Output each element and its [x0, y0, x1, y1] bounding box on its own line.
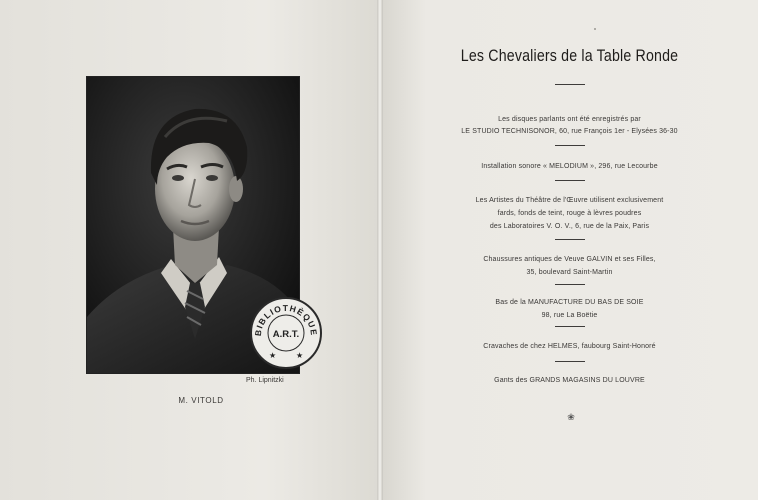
credit-line: Bas de la MANUFACTURE DU BAS DE SOIE — [495, 299, 644, 306]
library-stamp — [249, 296, 323, 370]
portrait-caption: M. VITOLD — [178, 396, 224, 405]
page-title: Les Chevaliers de la Table Ronde — [460, 47, 679, 65]
stamp-star-right: ★ — [296, 351, 304, 360]
ornament-icon: ❀ — [567, 412, 575, 422]
right-page — [381, 0, 758, 500]
credit-line: Installation sonore « MELODIUM », 296, rue Lecourbe — [481, 163, 658, 170]
credit-line: Chaussures antiques de Veuve GALVIN et ses Filles, — [483, 256, 656, 263]
credit-line: Gants des GRANDS MAGASINS DU LOUVRE — [494, 377, 645, 384]
credit-line: fards, fonds de teint, rouge à lèvres poudres — [497, 210, 642, 217]
divider — [555, 145, 585, 146]
stamp-center-text: A.R.T. — [272, 329, 300, 340]
stamp-star-left: ★ — [269, 351, 277, 360]
divider — [555, 361, 585, 362]
divider — [555, 180, 585, 181]
divider — [555, 326, 585, 327]
credit-line: Cravaches de chez HELMES, faubourg Saint-Honoré — [483, 343, 656, 350]
divider — [555, 84, 585, 85]
credit-line: LE STUDIO TECHNISONOR, 60, rue François 1er - Elysées 36-30 — [461, 128, 678, 135]
credit-line: Les disques parlants ont été enregistrés par — [498, 116, 641, 123]
credit-line: Les Artistes du Théâtre de l'Œuvre utilisent exclusivement — [475, 197, 664, 204]
credit-line: 35, boulevard Saint-Martin — [526, 269, 613, 276]
photo-credit: Ph. Lipnitzki — [246, 377, 284, 384]
paper-speck — [594, 28, 596, 30]
divider — [555, 284, 585, 285]
credit-line: des Laboratoires V. O. V., 6, rue de la Paix, Paris — [489, 223, 650, 230]
stamp-top-text: BIBLIOTHÈQUE — [252, 302, 320, 337]
book-gutter — [377, 0, 383, 500]
divider — [555, 239, 585, 240]
credit-line: 98, rue La Boëtie — [541, 312, 598, 319]
